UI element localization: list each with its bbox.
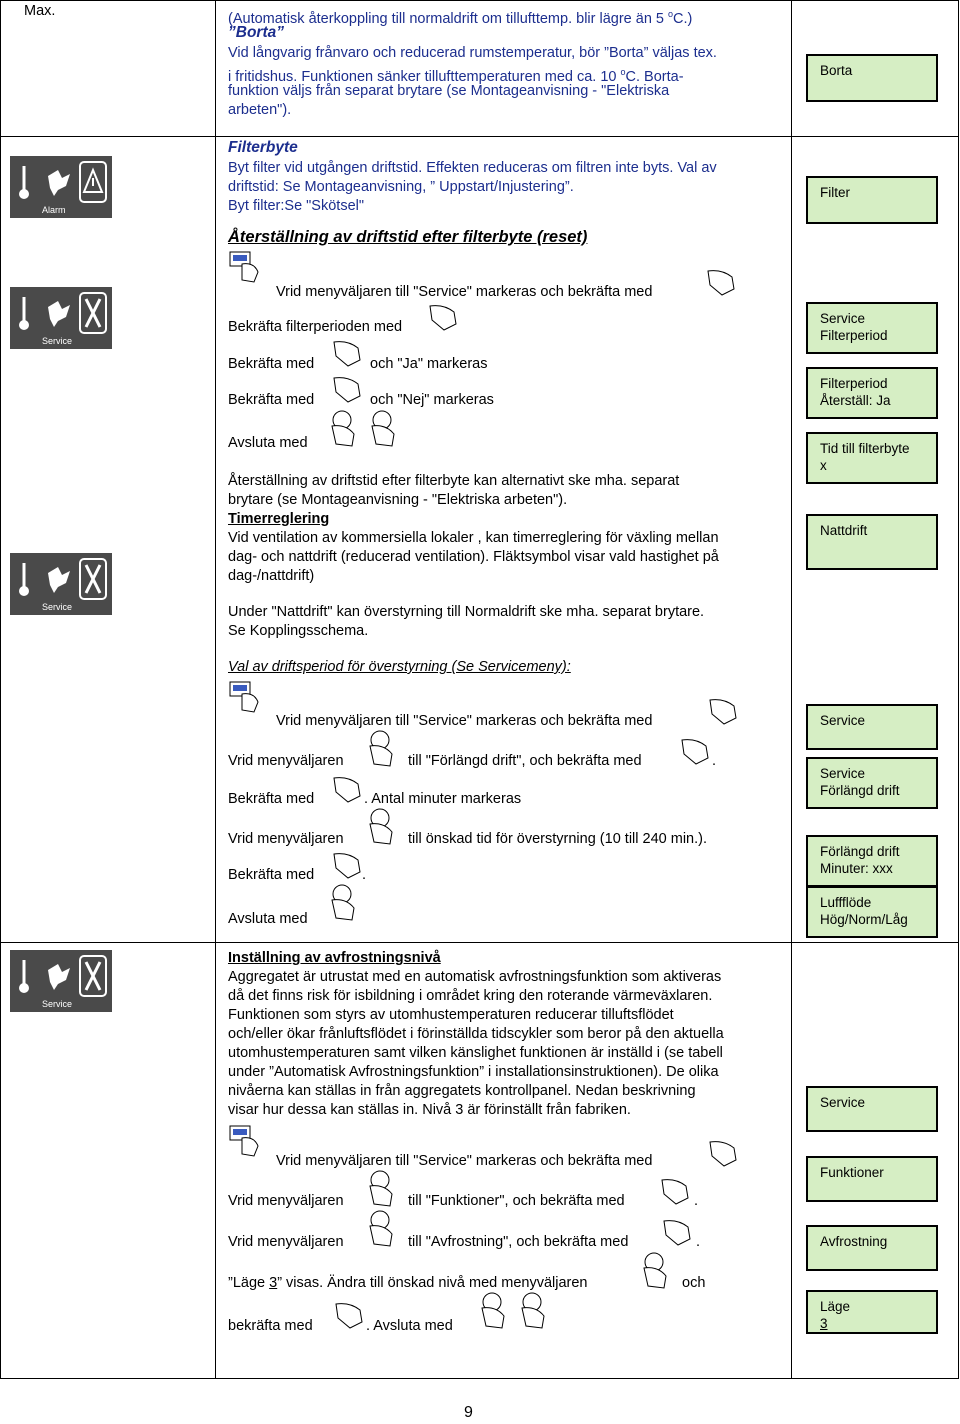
- reset-step2: Bekräfta filterperioden med: [228, 319, 403, 335]
- timer-line2: dag- och nattdrift (reducerad ventilation). Fläktsymbol visar vald hastighet på: [228, 549, 719, 565]
- override-step5a: Bekräfta med: [228, 867, 315, 883]
- exit-hand-icon: [322, 882, 362, 922]
- confirm-hand-icon: [328, 848, 367, 883]
- display-filterperiod-reset: Filterperiod Återställ: Ja: [806, 367, 938, 419]
- filter-line1: Byt filter vid utgången driftstid. Effekten reduceras om filtren inte byts. Val av: [228, 160, 717, 176]
- display-nattdrift: Nattdrift: [806, 514, 938, 570]
- alarm-panel-icon: [10, 156, 112, 218]
- confirm-hand-icon: [330, 1298, 366, 1332]
- override-step2b: till "Förlängd drift", och bekräfta med: [408, 753, 642, 769]
- dial-hand-icon: [360, 806, 400, 846]
- defrost-heading: Inställning av avfrostningsnivå: [228, 950, 441, 966]
- reset-step4b: och "Nej" markeras: [370, 392, 494, 408]
- override-heading: Val av driftsperiod för överstyrning (Se Servicemeny):: [228, 659, 571, 675]
- reset-alt2: brytare (se Montageanvisning - "Elektriska arbeten").: [228, 492, 568, 508]
- borta-line4: i fritidshus. Funktionen sänker tillufttemperaturen med ca. 10 $^o$C. Borta-: [228, 67, 684, 85]
- borta-line3: Vid långvarig frånvaro och reducerad rumstemperatur, bör ”Borta” väljas tex.: [228, 45, 717, 61]
- page-number: 9: [464, 1404, 473, 1421]
- confirm-hand-icon: [328, 372, 364, 406]
- timer-line4: Under "Nattdrift" kan överstyrning till Normaldrift ske mha. separat brytare.: [228, 604, 705, 620]
- dial-hand-icon: [634, 1250, 674, 1290]
- display-filter: Filter: [806, 176, 938, 224]
- confirm-hand-icon: [656, 1174, 692, 1208]
- menu-dial-icon: [228, 250, 264, 284]
- defrost-line: nivåerna kan ställas in från aggregatets kontrollpanel. Nedan beskrivning: [228, 1083, 696, 1099]
- defrost-step2b: till "Funktioner", och bekräfta med: [408, 1193, 625, 1209]
- defrost-line: då det finns risk för isbildning i området kring den roterande värmeväxlaren.: [228, 988, 713, 1004]
- exit-hand-icon: [472, 1290, 512, 1330]
- defrost-step5a: bekräfta med: [228, 1318, 313, 1334]
- reset-step4a: Bekräfta med: [228, 392, 315, 408]
- service-panel-icon-2: [10, 553, 112, 615]
- margin-label: Max.: [24, 3, 56, 19]
- menu-dial-icon: [228, 680, 264, 714]
- display-time-to-filter: Tid till filterbyte x: [806, 432, 938, 484]
- defrost-line: och/eller ökar frånluftsflödet i förinställda tidscykler som beror på den aktuella: [228, 1026, 724, 1042]
- service-label: Service: [42, 999, 73, 1009]
- defrost-step3b: till "Avfrostning", och bekräfta med: [408, 1234, 629, 1250]
- alarm-label: Alarm: [42, 205, 66, 215]
- dial-hand-icon: [360, 728, 400, 768]
- override-step4b: till önskad tid för överstyrning (10 till 240 min.).: [408, 831, 707, 847]
- exit-hand-icon: [512, 1290, 552, 1330]
- override-step3b: . Antal minuter markeras: [364, 791, 522, 807]
- service-label: Service: [42, 602, 73, 612]
- defrost-step4c: och: [682, 1275, 706, 1291]
- defrost-line: under ”Automatisk Avfrostningsfunktion” i installationsinstruktionen). De olika: [228, 1064, 719, 1080]
- override-step4a: Vrid menyväljaren: [228, 831, 344, 847]
- display-lage: Läge 3: [806, 1290, 938, 1334]
- override-step2c: .: [712, 753, 717, 769]
- defrost-step5b: . Avsluta med: [366, 1318, 453, 1334]
- dial-hand-icon: [360, 1168, 400, 1208]
- confirm-hand-icon: [704, 1136, 740, 1170]
- confirm-hand-icon: [658, 1215, 694, 1249]
- override-step6: Avsluta med: [228, 911, 308, 927]
- timer-heading: Timerreglering: [228, 511, 330, 527]
- timer-line1: Vid ventilation av kommersiella lokaler , kan timerreglering för växling mellan: [228, 530, 719, 546]
- confirm-hand-icon: [702, 265, 738, 299]
- override-step1: Vrid menyväljaren till "Service" markeras och bekräfta med: [276, 713, 653, 729]
- menu-dial-icon: [228, 1124, 264, 1158]
- override-step5b: .: [362, 867, 367, 883]
- defrost-step2c: .: [694, 1193, 699, 1209]
- confirm-hand-icon: [704, 694, 740, 728]
- exit-hand-icon: [362, 408, 402, 448]
- reset-alt1: Återställning av driftstid efter filterbyte kan alternativt ske mha. separat: [228, 473, 680, 489]
- reset-step3b: och "Ja" markeras: [370, 356, 488, 372]
- defrost-step2a: Vrid menyväljaren: [228, 1193, 344, 1209]
- dial-hand-icon: [360, 1208, 400, 1248]
- timer-line3: dag-/nattdrift): [228, 568, 315, 584]
- display-service-forlangd: Service Förlängd drift: [806, 757, 938, 809]
- defrost-line: Aggregatet är utrustat med en automatisk avfrostningsfunktion som aktiveras: [228, 969, 722, 985]
- defrost-step3a: Vrid menyväljaren: [228, 1234, 344, 1250]
- filter-line3: Byt filter:Se "Skötsel": [228, 198, 365, 214]
- filter-line2: driftstid: Se Montageanvisning, ” Uppstart/Injustering”.: [228, 179, 574, 195]
- defrost-step3c: .: [696, 1234, 701, 1250]
- service-label: Service: [42, 336, 73, 346]
- override-step2a: Vrid menyväljaren: [228, 753, 344, 769]
- borta-line1: (Automatisk återkoppling till normaldrift om tillufttemp. blir lägre än 5 $^o$C.): [228, 9, 693, 27]
- defrost-line: visar hur dessa kan ställas in. Nivå 3 är förinställt från fabriken.: [228, 1102, 631, 1118]
- confirm-hand-icon: [424, 300, 460, 334]
- defrost-line: utomhustemperaturen samt vilken känslighet funktionen är inställd i (se tabell: [228, 1045, 723, 1061]
- display-avfrostning: Avfrostning: [806, 1225, 938, 1271]
- display-forlangd-minuter: Förlängd drift Minuter: xxx: [806, 835, 938, 887]
- display-luftflode: Luffflöde Hög/Norm/Låg: [806, 886, 938, 938]
- display-service: Service: [806, 1086, 938, 1132]
- borta-line6: arbeten").: [228, 102, 292, 118]
- display-service-filterperiod: Service Filterperiod: [806, 302, 938, 354]
- confirm-hand-icon: [328, 772, 364, 806]
- reset-step1: Vrid menyväljaren till "Service" markeras och bekräfta med: [276, 284, 653, 300]
- reset-step3a: Bekräfta med: [228, 356, 315, 372]
- borta-heading: ”Borta”: [228, 24, 284, 41]
- timer-line5: Se Kopplingsschema.: [228, 623, 369, 639]
- defrost-step4: ”Läge 3” visas. Ändra till önskad nivå med menyväljaren: [228, 1275, 588, 1291]
- service-panel-icon-1: [10, 287, 112, 349]
- reset-heading: Återställning av driftstid efter filterbyte (reset): [228, 228, 588, 246]
- service-panel-icon-3: [10, 950, 112, 1012]
- defrost-step1: Vrid menyväljaren till "Service" markeras och bekräfta med: [276, 1153, 653, 1169]
- filter-heading: Filterbyte: [228, 139, 298, 156]
- override-step3a: Bekräfta med: [228, 791, 315, 807]
- confirm-hand-icon: [676, 734, 712, 768]
- defrost-line: Funktionen som styrs av utomhustemperaturen reducerar tilluftsflödet: [228, 1007, 674, 1023]
- confirm-hand-icon: [328, 336, 364, 370]
- display-borta: Borta: [806, 54, 938, 102]
- display-funktioner: Funktioner: [806, 1156, 938, 1202]
- exit-hand-icon: [322, 408, 362, 448]
- display-service: Service: [806, 704, 938, 750]
- reset-step5: Avsluta med: [228, 435, 308, 451]
- borta-line5: funktion väljs från separat brytare (se Montageanvisning - "Elektriska: [228, 83, 670, 99]
